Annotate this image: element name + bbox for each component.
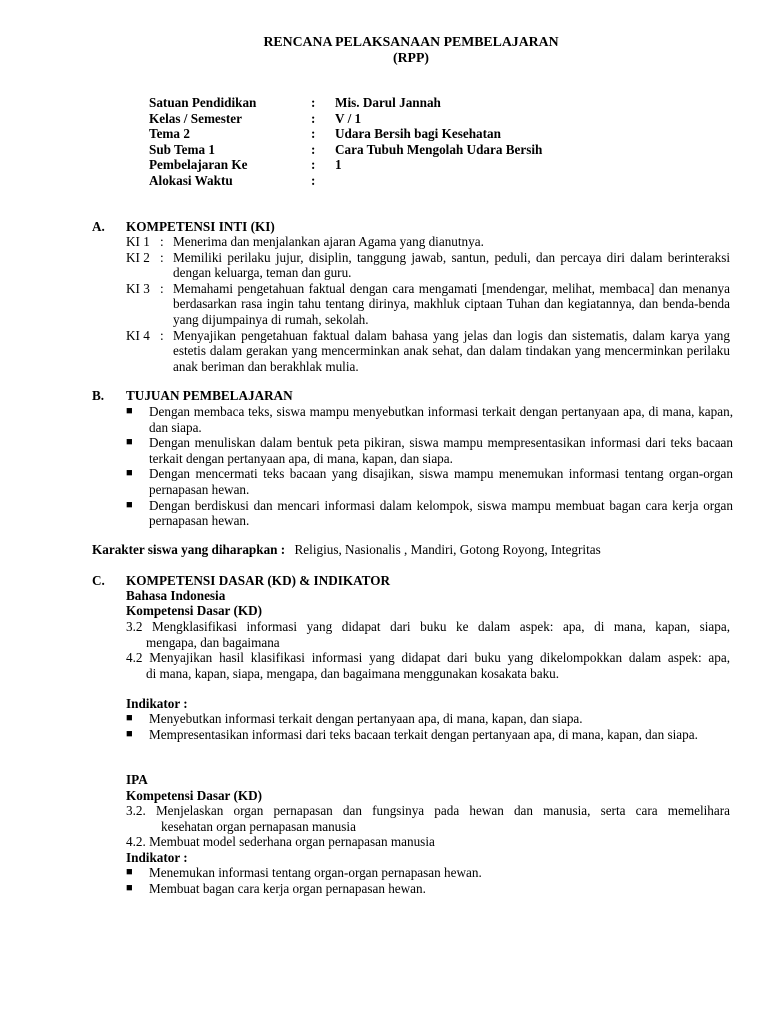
list-item-text: Dengan membaca teks, siswa mampu menyebutkan informasi terkait dengan pertanyaan apa, di mana, kapan, dan siapa.	[149, 404, 733, 435]
indikator-heading: Indikator :	[126, 696, 188, 711]
ki-list	[126, 234, 730, 374]
ki-separator: :	[160, 249, 164, 265]
subject-title: Bahasa Indonesia	[126, 588, 226, 603]
identity-value: Mis. Darul Jannah	[335, 95, 441, 110]
section-title: KOMPETENSI INTI (KI)	[126, 219, 275, 234]
ki-item	[126, 234, 730, 250]
list-item-text: Dengan menuliskan dalam bentuk peta pikiran, siswa mampu mempresentasikan informasi dari teks bacaan terkait dengan pertanyaan apa, di mana, kapan, dan siapa.	[149, 435, 733, 466]
document-title: RENCANA PELAKSANAAN PEMBELAJARAN	[263, 34, 559, 49]
identity-label: Sub Tema 1	[149, 141, 215, 157]
list-item	[126, 881, 733, 897]
ki-separator: :	[160, 234, 164, 249]
identity-colon: :	[311, 172, 316, 188]
ki-text: Memahami pengetahuan faktual dengan cara mengamati [mendengar, melihat, membaca] dan menanya berdasarkan rasa ingin tahu tentang dirinya, makhluk ciptaan Tuhan dan kegiatannya, dan benda-benda yang dijumpainya di rumah, sekolah.	[173, 280, 730, 327]
identity-row	[149, 95, 542, 111]
kd-heading: Kompetensi Dasar (KD)	[126, 788, 263, 803]
kd-text: 4.2. Membuat model sederhana organ pernapasan manusia	[126, 834, 435, 849]
section-title: KOMPETENSI DASAR (KD) & INDIKATOR	[126, 573, 391, 588]
ki-text: Menerima dan menjalankan ajaran Agama yang dianutnya.	[173, 234, 484, 249]
ki-code: KI 3	[126, 280, 150, 296]
bullet-icon: ■	[126, 866, 133, 878]
karakter-label: Karakter siswa yang diharapkan :	[92, 542, 286, 557]
list-item	[126, 498, 733, 529]
identity-table	[149, 95, 542, 189]
indikator-list	[126, 711, 733, 742]
kd-heading: Kompetensi Dasar (KD)	[126, 603, 263, 618]
indikator-list	[126, 865, 733, 896]
ki-code: KI 2	[126, 249, 150, 265]
ki-item	[126, 281, 730, 328]
kd-text: 3.2 Mengklasifikasi informasi yang didapat dari buku ke dalam aspek: apa, di mana, kapan, siapa,	[126, 619, 730, 634]
section-letter: C.	[92, 573, 105, 588]
identity-label: Alokasi Waktu	[149, 172, 233, 188]
bullet-icon: ■	[126, 436, 133, 449]
identity-label: Tema 2	[149, 126, 190, 142]
document-subtitle: (RPP)	[392, 50, 429, 65]
subject-title: IPA	[126, 772, 148, 787]
list-item	[126, 865, 733, 881]
ki-item	[126, 250, 730, 281]
section-letter: A.	[92, 219, 105, 234]
kd-text: 3.2. Menjelaskan organ pernapasan dan fungsinya pada hewan dan manusia, serta cara memelihara	[126, 803, 730, 818]
list-item	[126, 466, 733, 497]
list-item-text: Membuat bagan cara kerja organ pernapasan hewan.	[149, 880, 426, 896]
list-item	[126, 711, 733, 727]
bullet-icon: ■	[126, 712, 133, 724]
kd-item	[126, 803, 730, 834]
ki-separator: :	[160, 280, 164, 296]
list-item	[126, 727, 733, 743]
bullet-icon: ■	[126, 727, 133, 740]
kd-item	[126, 650, 730, 681]
identity-colon: :	[311, 141, 316, 157]
identity-row	[149, 111, 542, 127]
ki-separator: :	[160, 327, 164, 343]
list-item-text: Dengan berdiskusi dan mencari informasi dalam kelompok, siswa mampu membuat bagan cara kerja organ pernapasan hewan.	[149, 497, 733, 529]
identity-colon: :	[311, 110, 316, 126]
karakter-line	[92, 542, 601, 558]
list-item	[126, 404, 733, 435]
identity-row	[149, 142, 542, 158]
identity-row	[149, 126, 542, 142]
identity-value: Cara Tubuh Mengolah Udara Bersih	[335, 141, 543, 157]
ki-code: KI 1	[126, 234, 150, 249]
list-item-text: Mempresentasikan informasi dari teks bacaan terkait dengan pertanyaan apa, di mana, kapan, dan siapa.	[149, 726, 698, 742]
kd-text-continued: kesehatan organ pernapasan manusia	[161, 818, 356, 834]
identity-label: Kelas / Semester	[149, 110, 243, 126]
bullet-icon: ■	[126, 405, 133, 417]
identity-value: Udara Bersih bagi Kesehatan	[335, 126, 501, 142]
kd-item	[126, 619, 730, 650]
tujuan-list	[126, 404, 733, 529]
indikator-heading: Indikator :	[126, 850, 188, 865]
identity-value: 1	[335, 157, 342, 173]
kd-text: 4.2 Menyajikan hasil klasifikasi informasi yang didapat dari buku yang dikelompokkan dalam aspek: apa,	[126, 650, 730, 665]
section-title: TUJUAN PEMBELAJARAN	[126, 388, 293, 403]
bullet-icon: ■	[126, 881, 133, 894]
identity-colon: :	[311, 95, 316, 110]
ki-text: Memiliki perilaku jujur, disiplin, tanggung jawab, santun, peduli, dan percaya diri dalam berinteraksi dengan keluarga, teman dan guru.	[173, 249, 730, 281]
list-item-text: Dengan mencermati teks bacaan yang disajikan, siswa mampu menemukan informasi tentang organ-organ pernapasan hewan.	[149, 466, 733, 497]
ki-item	[126, 328, 730, 375]
identity-value: V / 1	[335, 110, 362, 126]
list-item	[126, 435, 733, 466]
kd-text-continued: mengapa, dan bagaimana	[146, 634, 280, 650]
identity-row	[149, 173, 542, 189]
section-letter: B.	[92, 388, 105, 403]
bullet-icon: ■	[126, 498, 133, 511]
ki-code: KI 4	[126, 327, 150, 343]
ki-text: Menyajikan pengetahuan faktual dalam bahasa yang jelas dan logis dan sistematis, dalam karya yang estetis dalam gerakan yang mencerminkan anak sehat, dan dalam tindakan yang mencerminkan perilaku anak beriman dan berakhlak mulia.	[173, 327, 730, 374]
identity-label: Pembelajaran Ke	[149, 157, 248, 173]
list-item-text: Menemukan informasi tentang organ-organ pernapasan hewan.	[149, 865, 482, 880]
identity-colon: :	[311, 126, 316, 142]
karakter-value: Religius, Nasionalis , Mandiri, Gotong Royong, Integritas	[294, 542, 601, 557]
bullet-icon: ■	[126, 467, 133, 480]
identity-label: Satuan Pendidikan	[149, 95, 257, 110]
identity-colon: :	[311, 157, 316, 173]
kd-text-continued: di mana, kapan, siapa, mengapa, dan bagaimana menggunakan kosakata baku.	[146, 665, 560, 681]
identity-row	[149, 157, 542, 173]
list-item-text: Menyebutkan informasi terkait dengan pertanyaan apa, di mana, kapan, dan siapa.	[149, 711, 583, 726]
